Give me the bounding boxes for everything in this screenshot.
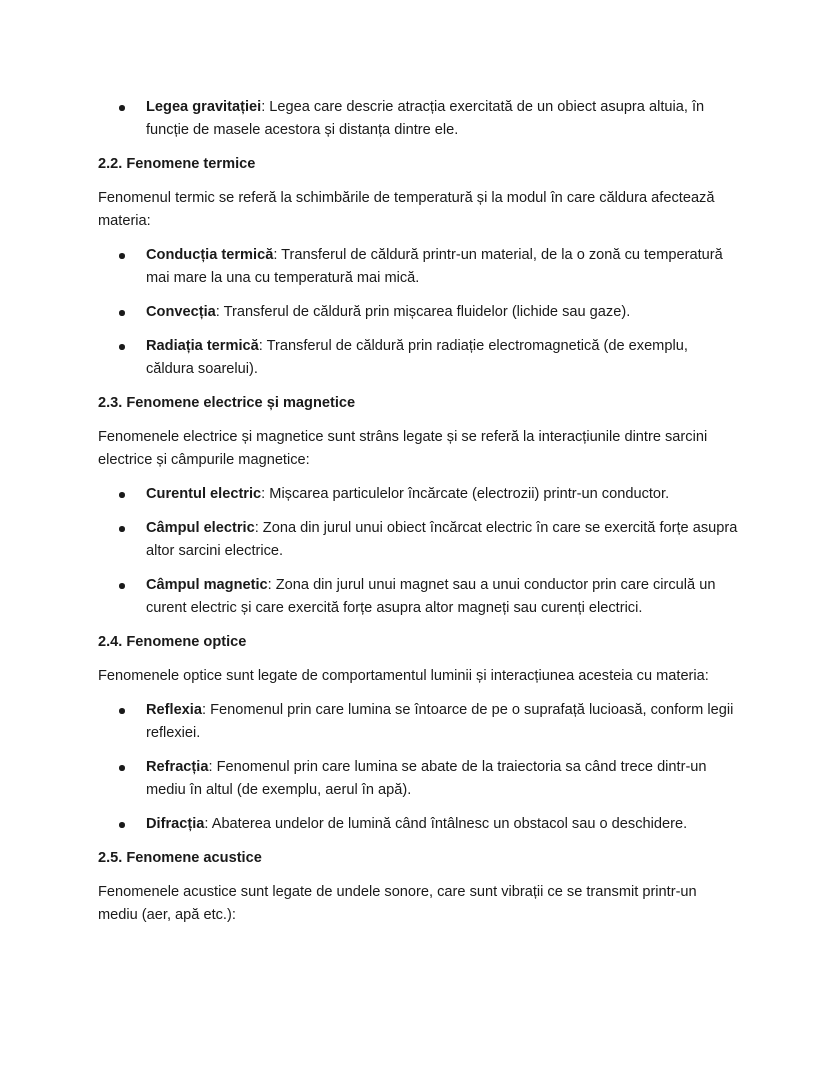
list-item bbox=[98, 335, 738, 381]
list-item bbox=[98, 699, 738, 745]
section-intro-electric: Fenomenele electrice și magnetice sunt strâns legate și se referă la interacțiunile dintre sarcini electrice și câmpurile magnetice: bbox=[98, 429, 708, 468]
bullet-icon bbox=[119, 253, 125, 259]
list-item bbox=[98, 574, 738, 620]
section-heading-electric: 2.3. Fenomene electrice și magnetice bbox=[98, 395, 356, 411]
list-item-description: : Mișcarea particulelor încărcate (electrozii) printr-un conductor. bbox=[261, 486, 670, 502]
bullet-icon bbox=[119, 708, 125, 714]
bullet-icon bbox=[119, 344, 125, 350]
bullet-icon bbox=[119, 765, 125, 771]
list-item bbox=[98, 813, 738, 836]
document-content bbox=[98, 96, 738, 927]
list-item-term: Difracția bbox=[146, 816, 205, 832]
list-item-term: Convecția bbox=[146, 304, 216, 320]
bullet-icon bbox=[119, 822, 125, 828]
bullet-icon bbox=[119, 583, 125, 589]
list-item-term: Câmpul magnetic bbox=[146, 577, 268, 593]
list-item-description: : Zona din jurul unui magnet sau a unui conductor prin care circulă un curent electric și care exercită forțe asupra altor magneți sau curenți electrici. bbox=[146, 577, 716, 616]
list-item-description: : Zona din jurul unui obiect încărcat electric în care se exercită forțe asupra altor sarcini electrice. bbox=[146, 520, 738, 559]
list-item-description: : Transferul de căldură printr-un material, de la o zonă cu temperatură mai mare la una cu temperatură mai mică. bbox=[146, 247, 723, 286]
list-item-term: Câmpul electric bbox=[146, 520, 255, 536]
bullet-icon bbox=[119, 492, 125, 498]
list-item-description: : Legea care descrie atracția exercitată de un obiect asupra altuia, în funcție de masele acestora și distanța dintre ele. bbox=[146, 99, 705, 138]
bullet-icon bbox=[119, 310, 125, 316]
list-item-term: Radiația termică bbox=[146, 338, 259, 354]
list-item bbox=[98, 301, 738, 324]
section-heading-optical: 2.4. Fenomene optice bbox=[98, 634, 247, 650]
list-item-term: Refracția bbox=[146, 759, 209, 775]
section-intro-thermal: Fenomenul termic se referă la schimbările de temperatură și la modul în care căldura afectează materia: bbox=[98, 190, 715, 229]
list-item-term: Reflexia bbox=[146, 702, 202, 718]
list-item-term: Curentul electric bbox=[146, 486, 262, 502]
list-item-term: Legea gravitației bbox=[146, 99, 262, 115]
list-item bbox=[98, 244, 738, 290]
section-heading-acoustic: 2.5. Fenomene acustice bbox=[98, 850, 262, 866]
list-item bbox=[98, 483, 738, 506]
list-item-description: : Fenomenul prin care lumina se abate de la traiectoria sa când trece dintr-un mediu în altul (de exemplu, aerul în apă). bbox=[146, 759, 707, 798]
section-intro-acoustic: Fenomenele acustice sunt legate de undele sonore, care sunt vibrații ce se transmit printr-un mediu (aer, apă etc.): bbox=[98, 884, 697, 923]
section-intro-optical: Fenomenele optice sunt legate de comportamentul luminii și interacțiunea acesteia cu materia: bbox=[98, 668, 709, 684]
bullet-icon bbox=[119, 526, 125, 532]
section-heading-thermal: 2.2. Fenomene termice bbox=[98, 156, 256, 172]
list-item-description: : Transferul de căldură prin radiație electromagnetică (de exemplu, căldura soarelui). bbox=[146, 338, 688, 377]
list-item-description: : Abaterea undelor de lumină când întâlnesc un obstacol sau o deschidere. bbox=[204, 816, 688, 832]
list-item-description: : Transferul de căldură prin mișcarea fluidelor (lichide sau gaze). bbox=[215, 304, 631, 320]
list-item-term: Conducția termică bbox=[146, 247, 274, 263]
bullet-icon bbox=[119, 105, 125, 111]
list-item bbox=[98, 517, 738, 563]
list-item bbox=[98, 96, 738, 142]
list-item-description: : Fenomenul prin care lumina se întoarce de pe o suprafață lucioasă, conform legii reflexiei. bbox=[146, 702, 734, 741]
list-item bbox=[98, 756, 738, 802]
